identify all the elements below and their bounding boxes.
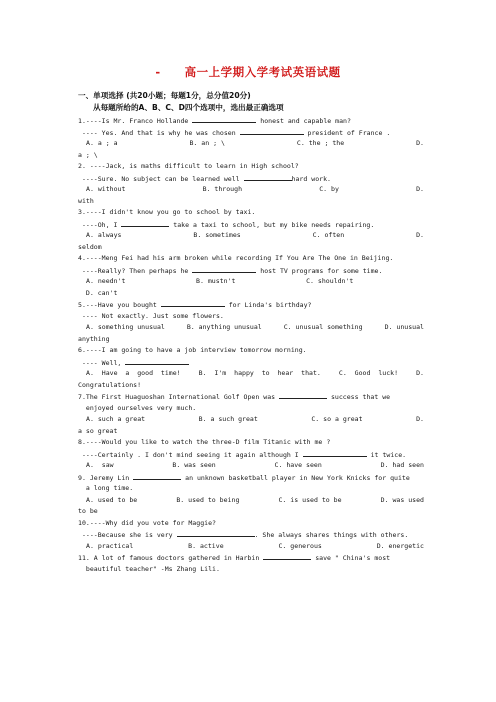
dialogue-text: ----Sure. No subject can be learned well xyxy=(78,174,244,183)
answer-option[interactable]: B. was seen xyxy=(172,461,216,469)
answer-option[interactable]: B. a such great xyxy=(198,415,258,423)
answer-blank[interactable] xyxy=(133,472,181,480)
question-item xyxy=(78,552,424,575)
stem-text: for Linda's birthday? xyxy=(224,301,312,309)
answer-option[interactable]: B. an ; \ xyxy=(189,139,225,147)
question-item xyxy=(78,437,424,472)
stem-text: 5.---Have you bought xyxy=(78,301,161,309)
stem-text: an unknown basketball player in New York Knicks for quite xyxy=(181,473,410,482)
answer-option[interactable]: B. I'm happy to hear that. xyxy=(198,369,321,377)
stem-text: 10.----Why did you vote for Maggie? xyxy=(78,518,216,527)
answer-option[interactable]: D. xyxy=(416,415,424,423)
answer-blank[interactable] xyxy=(177,529,255,537)
stem-text: 9. Jeremy Lin xyxy=(78,473,134,482)
answer-blank[interactable] xyxy=(125,357,189,365)
option-continuation: a ; \ xyxy=(78,150,98,159)
dialogue-text: enjoyed ourselves very much. xyxy=(78,403,197,412)
dialogue-text: . She always shares things with others. xyxy=(254,531,409,539)
answer-blank[interactable] xyxy=(192,265,256,273)
answer-option[interactable]: A. a ; a xyxy=(86,139,118,147)
answer-option[interactable]: C. generous xyxy=(278,541,322,550)
answer-option[interactable]: C. unusual something xyxy=(283,323,363,331)
answer-option[interactable]: D. was used xyxy=(380,495,424,504)
question-dialogue xyxy=(78,357,424,369)
answer-option[interactable]: C. have seen xyxy=(274,461,322,469)
stem-text: 1.----Is Mr. Franco Hollande xyxy=(78,117,193,125)
question-stem xyxy=(78,253,424,265)
question-item xyxy=(78,518,424,553)
question-item xyxy=(78,391,424,437)
question-dialogue xyxy=(78,265,424,277)
answer-option[interactable]: C. by xyxy=(319,185,339,193)
dialogue-text: ----Because she is very xyxy=(78,531,177,539)
section-heading: 一、单项选择 (共20小题；每题1分，总分值20分) xyxy=(78,91,251,100)
dialogue-text: hard work. xyxy=(291,174,331,183)
option-continuation: a so great xyxy=(78,426,118,435)
answer-option[interactable]: A. without xyxy=(86,185,126,193)
question-stem xyxy=(78,207,424,219)
section-instruction: 从每题所给的A、B、C、D四个选项中，选出最正确选项 xyxy=(93,103,284,112)
dialogue-text: it twice. xyxy=(366,450,407,459)
answer-blank[interactable] xyxy=(263,552,311,560)
question-dialogue xyxy=(78,311,424,323)
title-dash: - xyxy=(155,65,161,79)
answer-options xyxy=(78,460,424,472)
answer-option[interactable]: C. so a great xyxy=(311,415,363,423)
answer-option[interactable]: A. Have a good time! xyxy=(86,369,181,377)
answer-blank[interactable] xyxy=(240,127,304,135)
question-item xyxy=(78,253,424,299)
stem-text: honest and capable man? xyxy=(256,117,351,125)
stem-text: 4.----Meng Fei had his arm broken while recording If You Are The One in Beijing. xyxy=(78,254,394,262)
answer-option[interactable]: A. saw xyxy=(86,461,114,469)
question-dialogue xyxy=(78,449,424,461)
answer-options xyxy=(78,322,424,334)
answer-option[interactable]: C. the ; the xyxy=(296,139,345,147)
question-dialogue xyxy=(78,564,424,576)
answer-option[interactable]: D. had seen xyxy=(380,461,424,469)
answer-options xyxy=(78,184,424,196)
answer-options xyxy=(78,230,424,242)
answer-options xyxy=(78,276,424,288)
answer-option[interactable]: D. energetic xyxy=(376,541,424,550)
answer-blank[interactable] xyxy=(279,391,327,399)
answer-blank[interactable] xyxy=(161,299,225,307)
answer-option[interactable]: A. always xyxy=(86,231,122,239)
answer-option[interactable]: A. used to be xyxy=(86,495,138,504)
stem-text: 8.----Would you like to watch the three-D film Titanic with me ? xyxy=(78,438,331,446)
question-list xyxy=(78,115,424,575)
question-item xyxy=(78,115,424,161)
question-item xyxy=(78,161,424,207)
option-continuation: with xyxy=(78,196,94,205)
question-dialogue xyxy=(78,173,424,185)
answer-options xyxy=(78,541,424,553)
question-stem xyxy=(78,391,424,403)
dialogue-text: ---- Well, xyxy=(78,358,126,367)
answer-option[interactable]: D. xyxy=(416,231,424,239)
question-item xyxy=(78,472,424,518)
answer-blank[interactable] xyxy=(244,173,292,181)
answer-option[interactable]: A. needn't xyxy=(86,277,126,285)
answer-options xyxy=(78,495,424,507)
question-stem xyxy=(78,299,424,311)
question-dialogue xyxy=(78,127,424,139)
question-item xyxy=(78,299,424,345)
option-continuation: seldom xyxy=(78,242,102,251)
answer-option[interactable]: C. Good luck! xyxy=(338,369,399,377)
option-continuation: anything xyxy=(78,334,110,343)
question-stem xyxy=(78,552,424,564)
answer-option[interactable]: D. xyxy=(416,139,424,147)
stem-text: 2. ----Jack, is maths difficult to learn in High school? xyxy=(78,162,299,170)
answer-option[interactable]: B. mustn't xyxy=(196,277,236,285)
answer-option[interactable]: C. shouldn't xyxy=(306,277,354,285)
question-item xyxy=(78,345,424,391)
question-stem xyxy=(78,437,424,449)
dialogue-text: take a taxi to school, but my bike needs repairing. xyxy=(169,220,375,229)
option-continuation: D. can't xyxy=(78,288,118,297)
question-stem xyxy=(78,345,424,357)
option-continuation: Congratulations! xyxy=(78,380,142,389)
question-stem xyxy=(78,518,424,530)
answer-option[interactable]: A. something unusual xyxy=(86,323,165,331)
answer-option[interactable]: C. is used to be xyxy=(278,495,342,504)
answer-option[interactable]: B. through xyxy=(202,185,243,193)
stem-text: 7.The First Huaguoshan International Golf Open was xyxy=(78,393,280,401)
dialogue-text: ----Certainly . I don't mind seeing it again although I xyxy=(78,450,303,459)
question-dialogue xyxy=(78,529,424,541)
question-dialogue xyxy=(78,403,424,415)
dialogue-text: beautiful teacher" -Ms Zhang Lili. xyxy=(78,564,220,573)
title-text: 高一上学期入学考试英语试题 xyxy=(184,65,341,79)
stem-text: save " China's most xyxy=(311,554,391,562)
dialogue-text: president of France . xyxy=(303,128,391,137)
option-continuation: to be xyxy=(78,507,98,515)
dialogue-text: a long time. xyxy=(78,484,134,492)
stem-text: 3.----I didn't know you go to school by taxi. xyxy=(78,208,256,216)
answer-option[interactable]: B. used to being xyxy=(176,495,240,504)
exam-title xyxy=(0,64,496,80)
dialogue-text: ---- Yes. And that is why he was chosen xyxy=(78,128,240,137)
dialogue-text: host TV programs for some time. xyxy=(256,266,383,275)
answer-option[interactable]: C. often xyxy=(312,231,345,239)
question-stem xyxy=(78,161,424,173)
stem-text: success that we xyxy=(327,393,391,401)
answer-blank[interactable] xyxy=(121,219,169,227)
answer-option[interactable]: D. unusual xyxy=(384,323,424,331)
question-item xyxy=(78,207,424,253)
answer-blank[interactable] xyxy=(192,115,256,123)
answer-option[interactable]: D. xyxy=(416,185,424,193)
answer-option[interactable]: A. such a great xyxy=(86,415,146,423)
answer-option[interactable]: D. xyxy=(416,369,424,377)
question-stem xyxy=(78,115,424,127)
dialogue-text: ---- Not exactly. Just some flowers. xyxy=(78,311,224,320)
answer-option[interactable]: B. anything unusual xyxy=(186,323,262,331)
answer-options xyxy=(78,138,424,150)
answer-option[interactable]: B. active xyxy=(188,541,224,550)
answer-options xyxy=(78,368,424,380)
stem-text: 11. A lot of famous doctors gathered in Harbin xyxy=(78,554,264,562)
question-dialogue xyxy=(78,219,424,231)
answer-blank[interactable] xyxy=(303,449,367,457)
dialogue-text: ----Really? Then perhaps he xyxy=(78,266,193,275)
stem-text: 6.----I am going to have a job interview tomorrow morning. xyxy=(78,346,307,354)
answer-options xyxy=(78,414,424,426)
question-dialogue xyxy=(78,483,424,495)
question-stem xyxy=(78,472,424,484)
dialogue-text: ----Oh, I xyxy=(78,220,122,229)
answer-option[interactable]: B. sometimes xyxy=(193,231,241,239)
answer-option[interactable]: A. practical xyxy=(86,541,134,550)
